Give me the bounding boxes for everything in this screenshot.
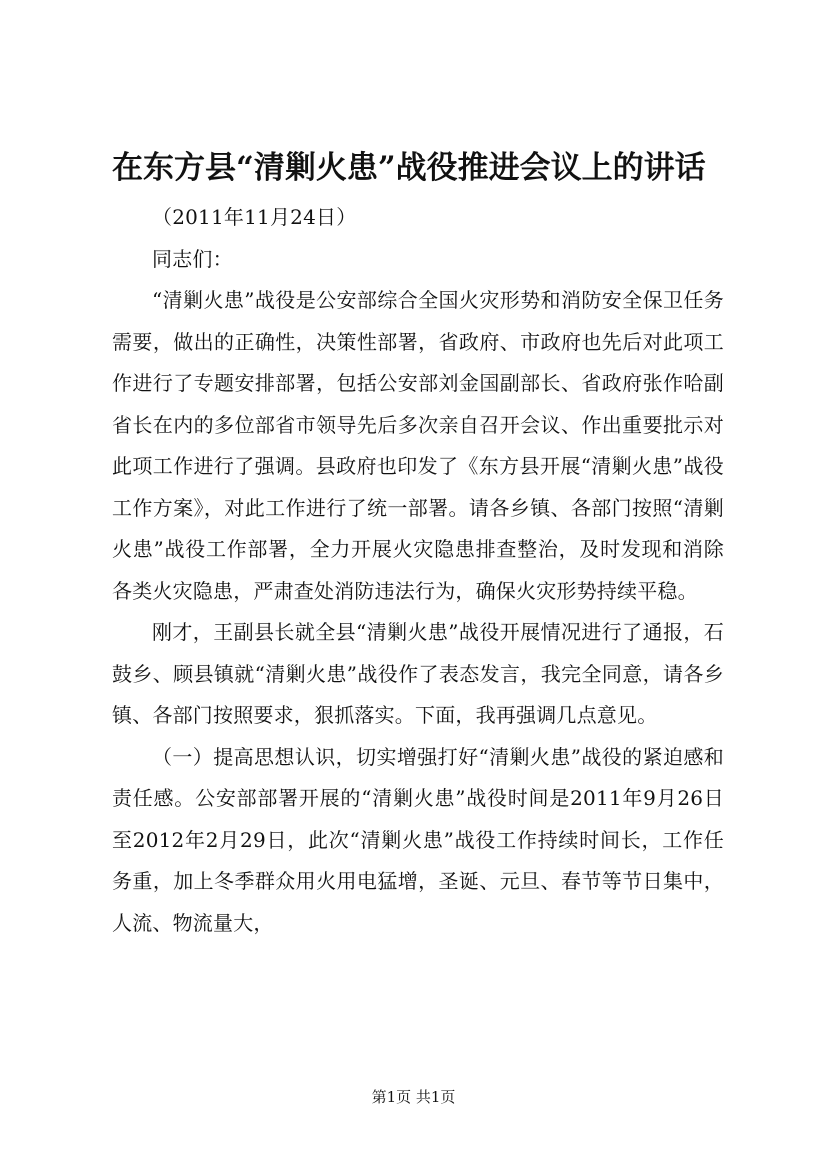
paragraph-3: （一）提高思想认识，切实增强打好“清剿火患”战役的紧迫感和责任感。公安部部署开展的“清剿火患”战役时间是2011年9月26日至2012年2月29日，此次“清剿火患”战役工作持续时间长，工作任务重，加上冬季群众用火用电猛增，圣诞、元旦、春节等节日集中，人流、物流量大， [112, 744, 724, 935]
paragraph-2: 刚才，王副县长就全县“清剿火患”战役开展情况进行了通报，石鼓乡、顾县镇就“清剿火患”战役作了表态发言，我完全同意，请各乡镇、各部门按照要求，狠抓落实。下面，我再强调几点意见。 [112, 620, 724, 727]
paragraph-1: “清剿火患”战役是公安部综合全国火灾形势和消防安全保卫任务需要，做出的正确性，决策性部署，省政府、市政府也先后对此项工作进行了专题安排部署，包括公安部刘金国副部长、省政府张作哈副省长在内的多位部省市领导先后多次亲自召开会议、作出重要批示对此项工作进行了强调。县政府也印发了《东方县开展“清剿火患”战役工作方案》，对此工作进行了统一部署。请各乡镇、各部门按照“清剿火患”战役工作部署，全力开展火灾隐患排查整治，及时发现和消除各类火灾隐患，严肃查处消防违法行为，确保火灾形势持续平稳。 [112, 288, 724, 603]
document-body [112, 197, 724, 944]
speech-date: （2011年11月24日） [152, 205, 357, 229]
salutation: 同志们： [152, 246, 233, 271]
document-title: 在东方县“清剿火患”战役推进会议上的讲话 [112, 150, 706, 186]
page-number: 第1页 共1页 [371, 1088, 456, 1106]
